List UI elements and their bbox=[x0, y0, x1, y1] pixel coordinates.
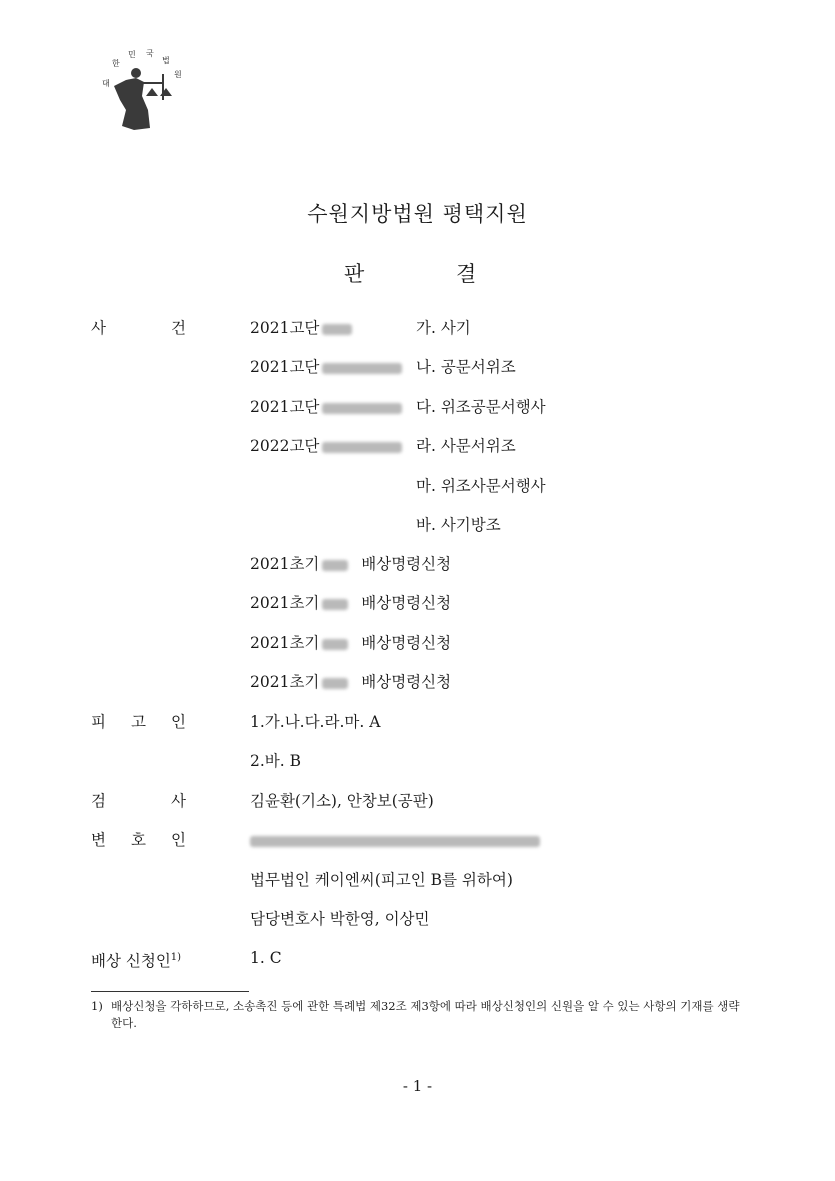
claim-row: 2021초기 배상명령신청 bbox=[250, 673, 452, 691]
case-charge: 다. 위조공문서행사 bbox=[416, 398, 546, 416]
applicant-label: 배상 신청인$^{1)}$ bbox=[91, 952, 182, 971]
svg-text:민: 민 bbox=[128, 50, 136, 59]
case-number: 2021고단 bbox=[250, 397, 405, 417]
applicant-value: 1. C bbox=[250, 949, 282, 967]
footnote-number: 1) bbox=[91, 999, 103, 1013]
counsel-attorneys: 담당변호사 박한영, 이상민 bbox=[250, 910, 430, 928]
page-number: - 1 - bbox=[402, 1077, 433, 1095]
defendant-2: 2.바. B bbox=[250, 752, 302, 770]
case-charge: 마. 위조사문서행사 bbox=[416, 477, 546, 495]
case-charge: 가. 사기 bbox=[416, 319, 471, 337]
case-number: 2021고단 bbox=[250, 357, 405, 377]
court-seal-emblem bbox=[92, 44, 188, 136]
claim-row: 2021초기 배상명령신청 bbox=[250, 594, 452, 612]
svg-text:원: 원 bbox=[174, 70, 182, 79]
svg-text:법: 법 bbox=[162, 56, 170, 65]
title-char-2: 결 bbox=[456, 262, 477, 286]
case-charge: 라. 사문서위조 bbox=[416, 437, 516, 455]
case-number: 2021고단 bbox=[250, 318, 355, 338]
counsel-redacted bbox=[250, 830, 540, 850]
footnote-text: 배상신청을 각하하므로, 소송촉진 등에 관한 특례법 제32조 제3항에 따라 배상신청인의 신원을 알 수 있는 사항의 기재를 생략한다. bbox=[111, 999, 740, 1030]
counsel-firm: 법무법인 케이엔씨(피고인 B를 위하여) bbox=[250, 871, 513, 889]
svg-text:국: 국 bbox=[146, 49, 154, 58]
case-number: 2022고단 bbox=[250, 436, 405, 456]
footnote-divider bbox=[91, 991, 249, 992]
title-char-1: 판 bbox=[344, 262, 365, 286]
footnote bbox=[91, 998, 741, 1032]
footnote-mark: 1) bbox=[170, 952, 182, 963]
court-name: 수원지방법원 평택지원 bbox=[307, 202, 528, 226]
claim-row: 2021초기 배상명령신청 bbox=[250, 555, 452, 573]
case-charge: 나. 공문서위조 bbox=[416, 358, 516, 376]
defendant-1: 1.가.나.다.라.마. A bbox=[250, 713, 381, 731]
claim-row: 2021초기 배상명령신청 bbox=[250, 634, 452, 652]
prosecutor-names: 김윤환(기소), 안창보(공판) bbox=[250, 792, 434, 810]
svg-text:한: 한 bbox=[112, 59, 120, 68]
case-charge: 바. 사기방조 bbox=[416, 516, 501, 534]
svg-text:대: 대 bbox=[102, 79, 110, 88]
